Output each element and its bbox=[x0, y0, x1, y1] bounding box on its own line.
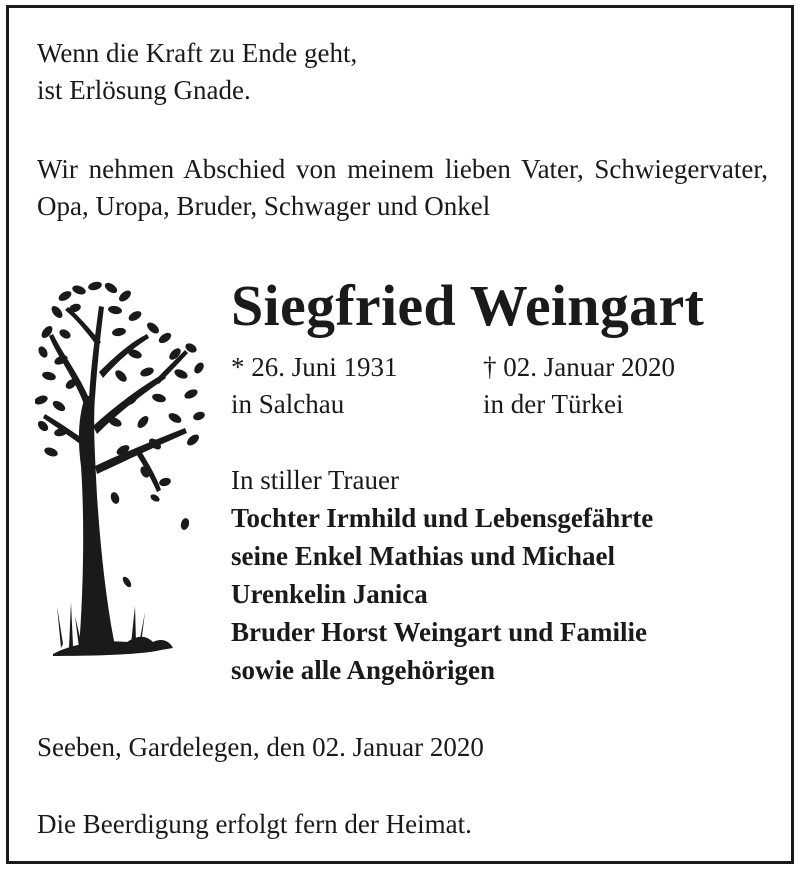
motto-line-2: ist Erlösung Gnade. bbox=[37, 75, 251, 105]
mourners-list bbox=[231, 499, 653, 689]
tree-icon bbox=[35, 276, 215, 666]
obituary-notice bbox=[6, 5, 794, 864]
birth-place: in Salchau bbox=[231, 389, 345, 419]
death-place: in der Türkei bbox=[483, 389, 624, 419]
mourner-line: Tochter Irmhild und Lebensgefährte bbox=[231, 503, 654, 533]
death-date: † 02. Januar 2020 bbox=[483, 352, 675, 382]
death-info bbox=[483, 349, 675, 423]
motto bbox=[37, 35, 357, 109]
deceased-name: Siegfried Weingart bbox=[231, 273, 705, 338]
mourner-line: Bruder Horst Weingart und Familie bbox=[231, 617, 648, 647]
birth-info bbox=[231, 349, 398, 423]
mourner-line: Urenkelin Janica bbox=[231, 579, 428, 609]
place-and-date: Seeben, Gardelegen, den 02. Januar 2020 bbox=[37, 732, 484, 762]
mourning-heading: In stiller Trauer bbox=[231, 465, 399, 495]
mourner-line: sowie alle Angehörigen bbox=[231, 655, 495, 685]
funeral-note: Die Beerdigung erfolgt fern der Heimat. bbox=[37, 809, 472, 839]
birth-date: * 26. Juni 1931 bbox=[231, 352, 398, 382]
motto-line-1: Wenn die Kraft zu Ende geht, bbox=[37, 38, 358, 68]
mourner-line: seine Enkel Mathias und Michael bbox=[231, 541, 616, 571]
intro-text: Wir nehmen Abschied von meinem lieben Vater, Schwiegervater, Opa, Uropa, Bruder, Schwager und Onkel bbox=[37, 154, 768, 221]
